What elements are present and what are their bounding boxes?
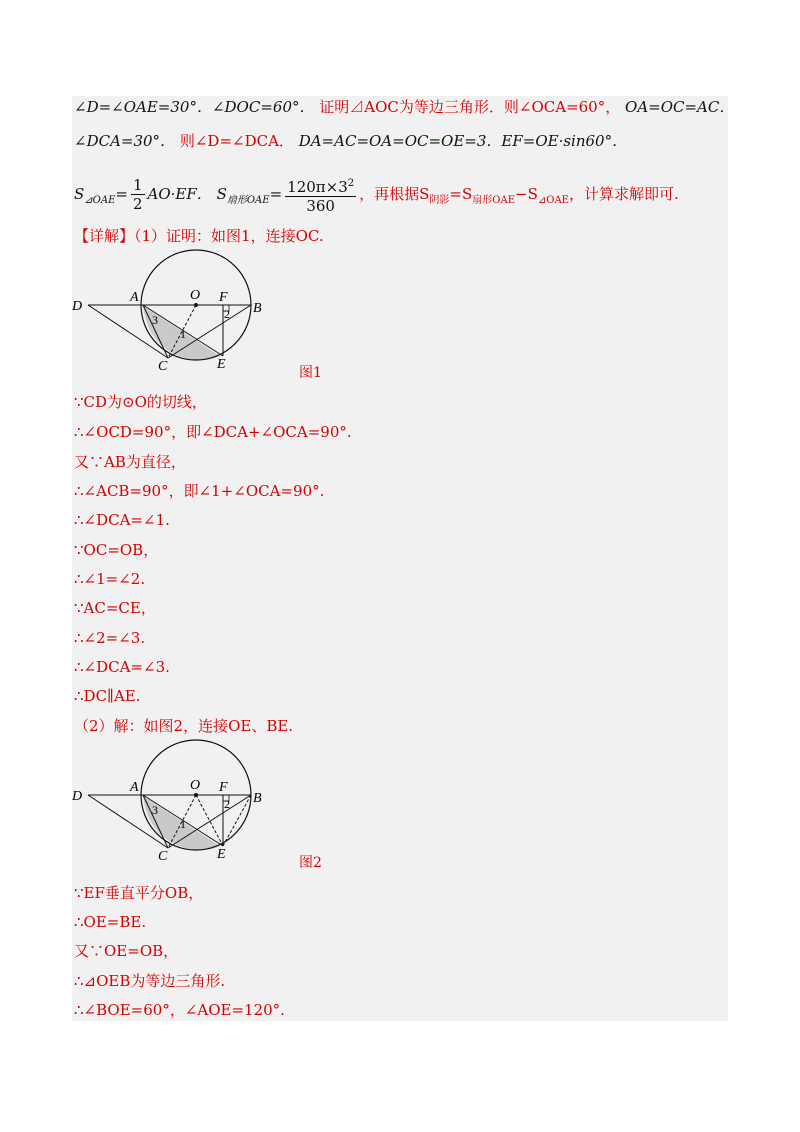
label-c: C xyxy=(158,359,168,374)
label-f: F xyxy=(219,780,228,795)
label-f: F xyxy=(219,290,228,305)
label-a: A xyxy=(130,290,139,305)
proof1-line-6: ∵OC=OB， xyxy=(74,541,159,559)
area-sector-symbol: S xyxy=(216,185,227,203)
proof1-line-7: ∴∠1=∠2. xyxy=(74,570,146,588)
proof2-line-2: ∴OE=BE. xyxy=(74,913,147,931)
proof1-line-9: ∴∠2=∠3. xyxy=(74,629,146,647)
label-angle-1: 1 xyxy=(180,817,186,831)
area-triangle-symbol: S xyxy=(74,185,85,203)
fraction-half xyxy=(131,177,145,213)
proof1-line-3: 又∵AB为直径， xyxy=(74,453,186,471)
label-e: E xyxy=(217,847,226,862)
label-d: D xyxy=(72,299,83,314)
equals-1: = xyxy=(115,185,128,203)
fraction-sector xyxy=(285,175,356,215)
area-triangle-sub: ⊿OAE xyxy=(84,195,116,206)
intro-line-2-a: ∠DCA=30°． xyxy=(74,132,176,150)
fraction-sector-num xyxy=(285,175,356,197)
proof1-line-1: ∵CD为⊙O的切线， xyxy=(74,393,207,411)
intro-line-1-b: 证明⊿AOC为等边三角形．则∠OCA=60°， xyxy=(319,98,621,116)
tail-sub-1: 阴影 xyxy=(429,195,450,206)
label-b: B xyxy=(253,301,262,316)
area-sector-sub: 扇形OAE xyxy=(226,195,270,206)
detail-header xyxy=(74,226,324,246)
figure-2 xyxy=(66,736,286,868)
fraction-sector-num-text: 120π×3 xyxy=(287,178,348,196)
label-angle-3: 3 xyxy=(152,803,158,817)
intro-line-3-tail xyxy=(359,185,679,206)
intro-line-2 xyxy=(74,131,627,151)
tail-sub-2: 扇形OAE xyxy=(472,195,516,206)
label-angle-3: 3 xyxy=(152,313,158,327)
tail-b: =S xyxy=(449,185,473,203)
center-o-dot xyxy=(194,303,198,307)
fraction-sector-num-sup: 2 xyxy=(347,178,355,189)
tail-sub-3: ⊿OAE xyxy=(537,195,569,206)
equals-2: = xyxy=(269,185,283,203)
center-o-dot xyxy=(194,793,198,797)
detail-header-text: （1）证明：如图1，连接OC. xyxy=(134,227,324,245)
label-d: D xyxy=(72,789,83,804)
fraction-half-den: 2 xyxy=(132,195,143,213)
proof1-line-2: ∴∠OCD=90°，即∠DCA+∠OCA=90°. xyxy=(74,423,352,441)
part2-header: （2）解：如图2，连接OE、BE. xyxy=(74,717,294,735)
proof2-line-5: ∴∠BOE=60°，∠AOE=120°. xyxy=(74,1001,285,1019)
proof1-line-8: ∵AC=CE， xyxy=(74,599,156,617)
detail-tag: 【详解】 xyxy=(74,227,135,245)
proof2-line-4: ∴⊿OEB为等边三角形. xyxy=(74,972,226,990)
ao-ef-product: AO·EF． xyxy=(147,185,212,203)
intro-line-1-c: OA=OC=AC． xyxy=(625,98,735,116)
tail-a: ，再根据S xyxy=(359,185,430,203)
label-angle-2: 2 xyxy=(224,307,230,321)
intro-line-3 xyxy=(74,175,679,219)
proof1-line-5: ∴∠DCA=∠1. xyxy=(74,511,170,529)
label-o: O xyxy=(190,778,201,793)
label-b: B xyxy=(253,791,262,806)
proof2-line-1: ∵EF垂直平分OB， xyxy=(74,884,204,902)
proof1-line-4: ∴∠ACB=90°，即∠1+∠OCA=90°. xyxy=(74,482,325,500)
fraction-sector-den: 360 xyxy=(306,197,335,215)
intro-line-1 xyxy=(74,97,734,117)
fraction-half-num: 1 xyxy=(132,176,143,194)
proof1-line-11: ∴DC∥AE. xyxy=(74,687,141,705)
intro-line-1-a: ∠D=∠OAE=30°．∠DOC=60°． xyxy=(74,98,315,116)
figure-1 xyxy=(66,246,286,378)
tail-d: ，计算求解即可. xyxy=(568,185,679,203)
proof1-line-10: ∴∠DCA=∠3. xyxy=(74,658,170,676)
intro-line-2-b: 则∠D=∠DCA． xyxy=(179,132,294,150)
intro-line-2-c: DA=AC=OA=OC=OE=3．EF=OE·sin60°． xyxy=(298,132,628,150)
figure-2-caption: 图2 xyxy=(299,855,322,871)
label-angle-1: 1 xyxy=(180,327,186,341)
label-angle-2: 2 xyxy=(224,797,230,811)
label-c: C xyxy=(158,849,168,864)
label-o: O xyxy=(190,288,201,303)
figure-1-caption: 图1 xyxy=(299,365,322,381)
tail-c: −S xyxy=(515,185,538,203)
label-e: E xyxy=(217,357,226,372)
proof2-line-3: 又∵OE=OB， xyxy=(74,942,179,960)
label-a: A xyxy=(130,780,139,795)
